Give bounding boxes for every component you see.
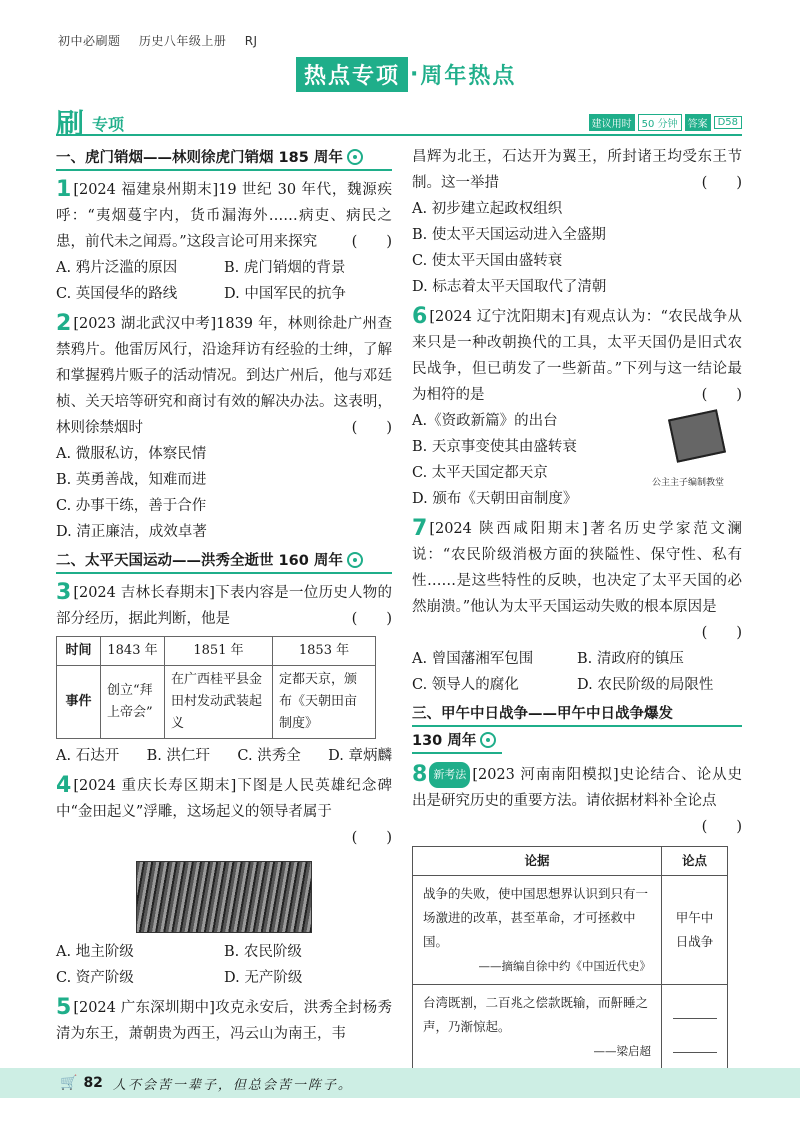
option-d[interactable]: D. 无产阶级 — [224, 970, 303, 986]
question-stem: [2023 湖北武汉中考]1839 年，林则徐赴广州查禁鸦片。他雷厉风行，沿途拜访有经验的士绅，了解和掌握鸦片贩子的活动情况。到达广州后，他与邓廷桢、关天培等研究和商讨有效的解决办法。这表明，林则徐禁烟时 — [56, 316, 392, 436]
option-a[interactable]: A. 鸦片泛滥的原因 — [56, 260, 178, 276]
question-stem: [2024 吉林长春期末]下表内容是一位历史人物的部分经历，据此判断，他是 — [56, 585, 392, 627]
option-b[interactable]: B. 使太平天国运动进入全盛期 — [412, 227, 606, 243]
answer-paren[interactable]: ( ) — [351, 234, 392, 250]
evidence-2: 台湾既割，二百兆之偿款既输，而鼾睡之声，乃渐惊起。 ——梁启超 — [413, 985, 662, 1070]
table-header-event: 事件 — [57, 666, 101, 739]
question-number: 4 — [56, 773, 72, 798]
question-stem: [2024 重庆长寿区期末]下图是人民英雄纪念碑中“金田起义”浮雕，这场起义的领导者属于 — [56, 778, 392, 820]
evidence-1: 战争的失败，使中国思想界认识到只有一场激进的改革，甚至革命，才可拯救中国。 ——摘编自徐中约《中国近代史》 — [413, 876, 662, 985]
table-event: 定都天京，颁布《天朝田亩制度》 — [273, 666, 376, 739]
option-d[interactable]: D. 颁布《天朝田亩制度》 — [412, 491, 578, 507]
question-5-end — [412, 144, 742, 300]
option-c[interactable]: C. 资产阶级 — [56, 970, 134, 986]
option-c[interactable]: C. 洪秀全 — [237, 748, 301, 764]
answer-paren[interactable]: ( ) — [351, 420, 392, 436]
banner-right: 周年热点 — [420, 63, 517, 89]
question-number: 2 — [56, 311, 72, 336]
time-value: 50 分钟 — [638, 114, 682, 131]
question-number: 1 — [56, 177, 72, 202]
shua-logo: 刷 — [56, 107, 85, 140]
book-icon — [668, 409, 726, 462]
table-header-point: 论点 — [662, 847, 728, 876]
table-event: 创立“拜上帝会” — [101, 666, 165, 739]
question-stem: [2024 陕西咸阳期末]著名历史学家范文澜说：“农民阶级消极方面的狭隘性、保守性、私有性……是这些特性的反映，也决定了太平天国的必然崩溃。”他认为太平天国运动失败的根本原因是 — [412, 521, 742, 615]
question-number: 7 — [412, 516, 428, 541]
subheader-bar — [56, 106, 742, 140]
question-4 — [56, 773, 392, 991]
answer-blank[interactable] — [673, 1027, 717, 1053]
target-icon — [347, 552, 363, 568]
option-a[interactable]: A. 初步建立起政权组织 — [412, 201, 563, 217]
target-icon — [347, 149, 363, 165]
answer-tag: 答案 — [685, 114, 711, 131]
option-c[interactable]: C. 领导人的腐化 — [412, 677, 519, 693]
answer-paren[interactable]: ( ) — [351, 830, 392, 846]
target-icon — [480, 732, 496, 748]
table-year: 1853 年 — [273, 637, 376, 666]
event-table — [56, 636, 376, 739]
series-name: 初中必刷题 — [58, 34, 121, 48]
section-heading-2: 二、太平天国运动——洪秀全逝世 160 周年 — [56, 549, 392, 574]
question-stem: [2024 福建泉州期末]19 世纪 30 年代，魏源疾呼：“夷烟蔓宇内，货币漏海外……病吏、病民之患，前代未之闻焉。”这段言论可用来探究 — [56, 182, 392, 250]
banner-left: 热点专项 — [296, 57, 408, 92]
answer-paren[interactable]: ( ) — [701, 387, 742, 403]
table-header-evidence: 论据 — [413, 847, 662, 876]
point-2-blank[interactable] — [662, 985, 728, 1070]
option-d[interactable]: D. 标志着太平天国取代了清朝 — [412, 279, 607, 295]
question-6 — [412, 304, 742, 512]
meta-info — [589, 114, 742, 131]
option-a[interactable]: A.《资政新篇》的出台 — [412, 413, 558, 429]
answer-paren[interactable]: ( ) — [701, 819, 742, 835]
option-a[interactable]: A. 曾国藩湘军包围 — [412, 651, 534, 667]
question-stem: [2024 辽宁沈阳期末]有观点认为：“农民战争从来只是一种改朝换代的工具，太平天国仍是旧式农民战争，但已萌发了一些新苗。”下列与这一结论最为相符的是 — [412, 309, 742, 403]
question-stem: 昌辉为北王，石达开为翼王，所封诸王均受东王节制。这一举措 — [412, 149, 742, 191]
question-number: 5 — [56, 995, 72, 1020]
question-5-start — [56, 995, 392, 1047]
time-tag: 建议用时 — [589, 114, 635, 131]
relief-image — [136, 861, 312, 933]
option-b[interactable]: B. 农民阶级 — [224, 944, 302, 960]
page-number: 82 — [83, 1075, 103, 1091]
banner-dot: · — [410, 61, 419, 87]
option-d[interactable]: D. 中国军民的抗争 — [224, 286, 346, 302]
edition-name: RJ — [244, 34, 258, 48]
question-number: 8 — [412, 762, 428, 787]
section-heading-3: 三、甲午中日战争——甲午中日战争爆发 130 周年 — [412, 702, 742, 756]
option-b[interactable]: B. 洪仁玕 — [146, 748, 210, 764]
option-a[interactable]: A. 地主阶级 — [56, 944, 134, 960]
page-footer — [0, 1068, 800, 1098]
left-column — [56, 146, 392, 1051]
option-c[interactable]: C. 办事干练，善于合作 — [56, 498, 207, 514]
option-a[interactable]: A. 石达开 — [56, 748, 120, 764]
table-header-time: 时间 — [57, 637, 101, 666]
option-c[interactable]: C. 英国侵华的路线 — [56, 286, 178, 302]
section-heading-1: 一、虎门销烟——林则徐虎门销烟 185 周年 — [56, 146, 392, 171]
answer-paren[interactable]: ( ) — [351, 611, 392, 627]
option-b[interactable]: B. 清政府的镇压 — [577, 651, 684, 667]
question-8 — [412, 762, 742, 1070]
new-method-badge: 新考法 — [429, 762, 470, 788]
answer-blank[interactable] — [673, 993, 717, 1019]
option-c[interactable]: C. 太平天国定都天京 — [412, 465, 548, 481]
cartoon-image — [652, 404, 742, 488]
option-b[interactable]: B. 虎门销烟的背景 — [224, 260, 346, 276]
answer-paren[interactable]: ( ) — [701, 625, 742, 641]
question-number: 3 — [56, 580, 72, 605]
evidence-table — [412, 846, 728, 1070]
option-a[interactable]: A. 微服私访，体察民情 — [56, 446, 207, 462]
option-b[interactable]: B. 天京事变使其由盛转衰 — [412, 439, 577, 455]
cartoon-caption: 公主主子编制教堂 — [652, 478, 725, 488]
question-number: 6 — [412, 304, 428, 329]
book-title — [58, 32, 272, 49]
question-7 — [412, 516, 742, 698]
right-column — [412, 144, 742, 1074]
question-stem: [2023 河南南阳模拟]史论结合、论从史出是研究历史的重要方法。请依据材料补全论点 — [412, 767, 742, 809]
subject-name: 历史八年级上册 — [138, 34, 227, 48]
table-event: 在广西桂平县金田村发动武装起义 — [165, 666, 273, 739]
table-year: 1851 年 — [165, 637, 273, 666]
answer-paren[interactable]: ( ) — [701, 175, 742, 191]
option-d[interactable]: D. 农民阶级的局限性 — [577, 677, 714, 693]
motto: 人不会苦一辈子，但总会苦一阵子。 — [112, 1077, 353, 1093]
section-banner — [296, 56, 516, 92]
option-d[interactable]: D. 章炳麟 — [328, 748, 392, 764]
answer-page: D58 — [714, 116, 742, 129]
question-3 — [56, 580, 392, 769]
cart-icon: 🛒 — [60, 1075, 78, 1091]
option-c[interactable]: C. 使太平天国由盛转衰 — [412, 253, 563, 269]
zhuanxiang-label: 专项 — [92, 115, 125, 134]
question-1 — [56, 177, 392, 307]
point-1: 甲午中日战争 — [662, 876, 728, 985]
option-d[interactable]: D. 清正廉洁，成效卓著 — [56, 524, 207, 540]
question-2 — [56, 311, 392, 545]
option-b[interactable]: B. 英勇善战，知难而进 — [56, 472, 207, 488]
table-year: 1843 年 — [101, 637, 165, 666]
question-stem: [2024 广东深圳期中]攻克永安后，洪秀全封杨秀清为东王，萧朝贵为西王，冯云山为南王，韦 — [56, 1000, 392, 1042]
